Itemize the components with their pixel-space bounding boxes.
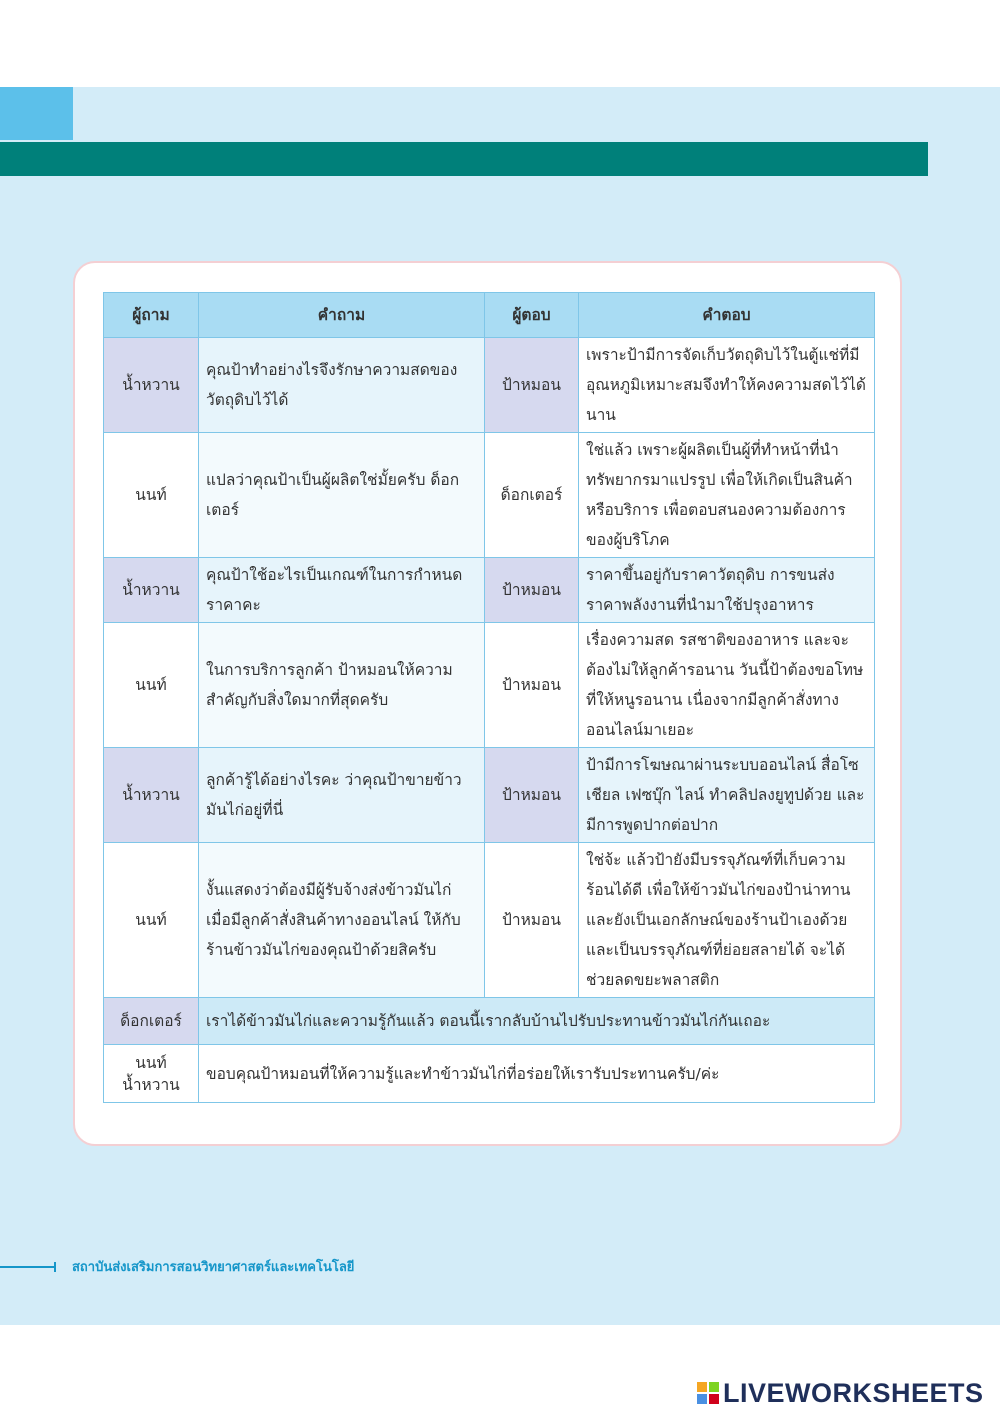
answer-cell: ป้ามีการโฆษณาผ่านระบบออนไลน์ สื่อโซเชียล เฟซบุ๊ก ไลน์ ทำคลิปลงยูทูปด้วย และมีการพูดปากต่อปาก (579, 748, 875, 843)
speaker-name: นนท์ (135, 1053, 167, 1072)
table-row (104, 623, 875, 748)
answerer-cell: ด็อกเตอร์ (485, 433, 579, 558)
table-row (104, 1045, 875, 1103)
header-asker: ผู้ถาม (104, 293, 199, 338)
asker-cell: น้ำหวาน (104, 558, 199, 623)
speaker-cell (104, 1045, 199, 1103)
answer-cell: ใช่จ้ะ แล้วป้ายังมีบรรจุภัณฑ์ที่เก็บความร้อนได้ดี เพื่อให้ข้าวมันไก่ของป้าน่าทาน และยังเป็นเอกลักษณ์ของร้านป้าเองด้วย และเป็นบรรจุภัณฑ์ที่ย่อยสลายได้ จะได้ช่วยลดขยะพลาสติก (579, 843, 875, 998)
speaker-cell: ด็อกเตอร์ (104, 998, 199, 1045)
question-cell: ในการบริการลูกค้า ป้าหมอนให้ความสำคัญกับสิ่งใดมากที่สุดครับ (199, 623, 485, 748)
closing-text-cell: เราได้ข้าวมันไก่และความรู้กันแล้ว ตอนนี้เรากลับบ้านไปรับประทานข้าวมันไก่กันเถอะ (199, 998, 875, 1045)
question-cell: แปลว่าคุณป้าเป็นผู้ผลิตใช่มั้ยครับ ด็อกเตอร์ (199, 433, 485, 558)
asker-cell: น้ำหวาน (104, 748, 199, 843)
table-row (104, 558, 875, 623)
table-row (104, 843, 875, 998)
header-question: คำถาม (199, 293, 485, 338)
answerer-cell: ป้าหมอน (485, 748, 579, 843)
answer-cell: ใช่แล้ว เพราะผู้ผลิตเป็นผู้ที่ทำหน้าที่นำทรัพยากรมาแปรรูป เพื่อให้เกิดเป็นสินค้าหรือบริการ เพื่อตอบสนองความต้องการของผู้บริโภค (579, 433, 875, 558)
asker-cell: น้ำหวาน (104, 338, 199, 433)
answerer-cell: ป้าหมอน (485, 623, 579, 748)
answer-cell: เพราะป้ามีการจัดเก็บวัตถุดิบไว้ในตู้แช่ที่มีอุณหภูมิเหมาะสมจึงทำให้คงความสดไว้ได้นาน (579, 338, 875, 433)
title-bar (0, 142, 928, 176)
header-answer: คำตอบ (579, 293, 875, 338)
answerer-cell: ป้าหมอน (485, 558, 579, 623)
question-cell: งั้นแสดงว่าต้องมีผู้รับจ้างส่งข้าวมันไก่ เมื่อมีลูกค้าสั่งสินค้าทางออนไลน์ ให้กับร้านข้าวมันไก่ของคุณป้าด้วยสิครับ (199, 843, 485, 998)
speaker-name: น้ำหวาน (122, 1075, 180, 1094)
question-cell: ลูกค้ารู้ได้อย่างไรคะ ว่าคุณป้าขายข้าวมันไก่อยู่ที่นี่ (199, 748, 485, 843)
question-cell: คุณป้าทำอย่างไรจึงรักษาความสดของวัตถุดิบไว้ได้ (199, 338, 485, 433)
table-row (104, 338, 875, 433)
asker-cell: นนท์ (104, 433, 199, 558)
closing-text-cell: ขอบคุณป้าหมอนที่ให้ความรู้และทำข้าวมันไก่ที่อร่อยให้เรารับประทานครับ/ค่ะ (199, 1045, 875, 1103)
answer-cell: เรื่องความสด รสชาติของอาหาร และจะต้องไม่ให้ลูกค้ารอนาน วันนี้ป้าต้องขอโทษที่ให้หนูรอนาน เนื่องจากมีลูกค้าสั่งทางออนไลน์มาเยอะ (579, 623, 875, 748)
asker-cell: นนท์ (104, 843, 199, 998)
table-row (104, 433, 875, 558)
footer-rule-tick (54, 1262, 56, 1272)
watermark-text: LIVEWORKSHEETS (723, 1377, 984, 1408)
table-row (104, 748, 875, 843)
answerer-cell: ป้าหมอน (485, 338, 579, 433)
qa-table (103, 292, 875, 1103)
answerer-cell: ป้าหมอน (485, 843, 579, 998)
footer-institute: สถาบันส่งเสริมการสอนวิทยาศาสตร์และเทคโนโลยี (72, 1260, 355, 1275)
footer-rule (0, 1266, 55, 1268)
table-header-row (104, 293, 875, 338)
liveworksheets-logo (697, 1376, 984, 1410)
corner-accent-block (0, 87, 73, 140)
header-answerer: ผู้ตอบ (485, 293, 579, 338)
liveworksheets-icon (697, 1382, 719, 1404)
answer-cell: ราคาขึ้นอยู่กับราคาวัตถุดิบ การขนส่งราคาพลังงานที่นำมาใช้ปรุงอาหาร (579, 558, 875, 623)
question-cell: คุณป้าใช้อะไรเป็นเกณฑ์ในการกำหนดราคาคะ (199, 558, 485, 623)
table-row (104, 998, 875, 1045)
asker-cell: นนท์ (104, 623, 199, 748)
